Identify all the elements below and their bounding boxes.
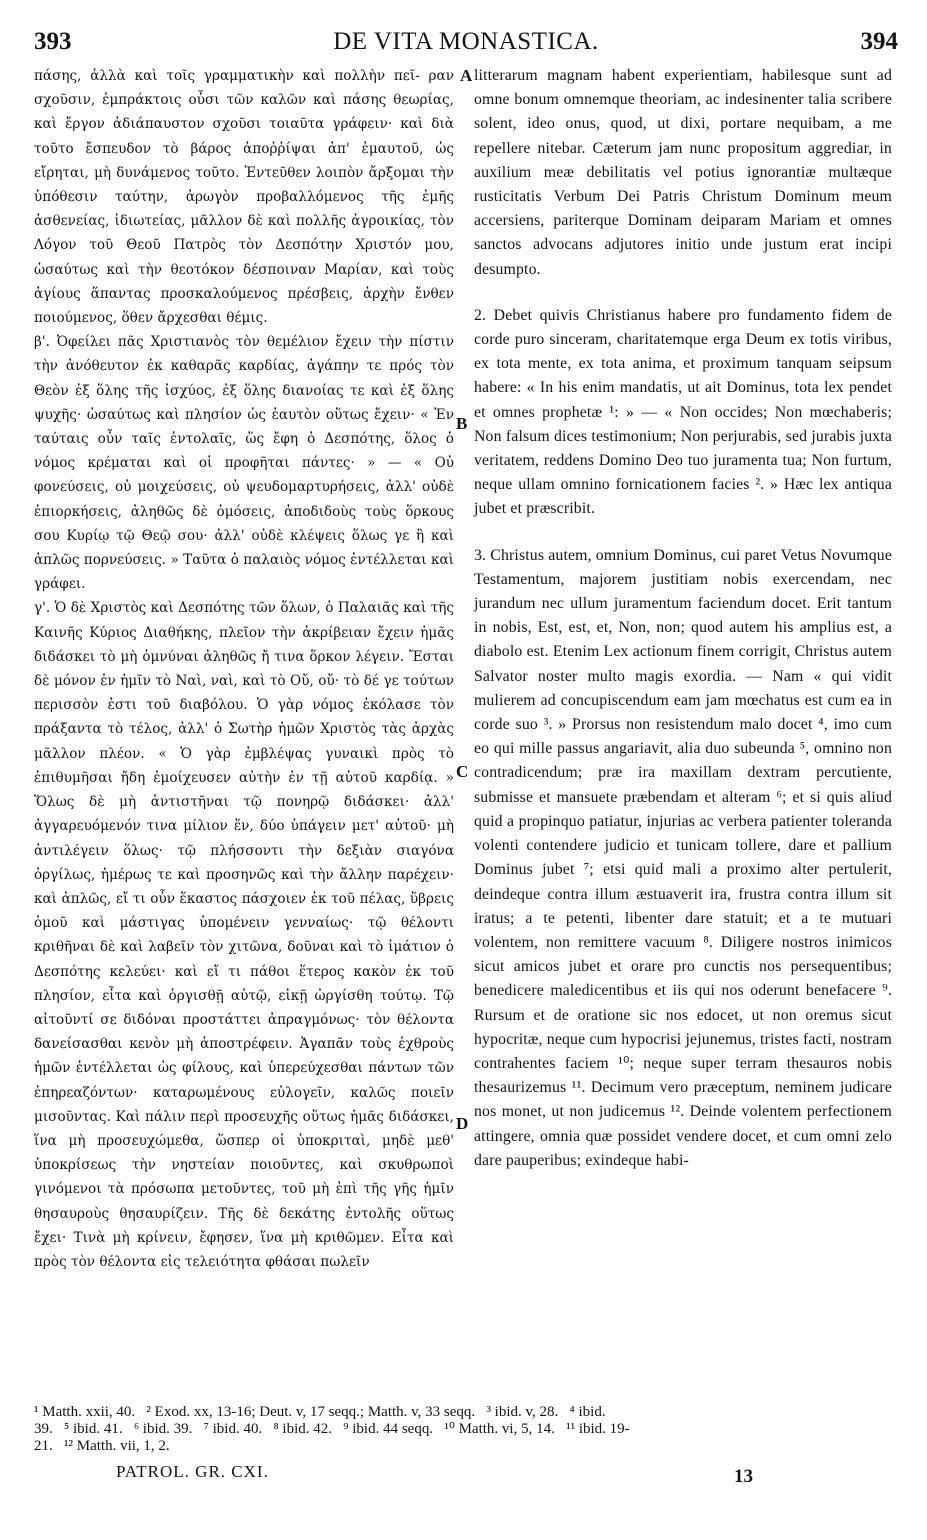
right-page-number: 394 [860, 28, 898, 55]
greek-column [34, 64, 454, 1274]
footnote-line-1: ¹ Matth. xxii, 40. ² Exod. xx, 13-16; Deut. v, 17 seqq.; Matth. v, 33 seqq. ³ ibid. v, 28. ⁴ ibid. [34, 1404, 606, 1420]
sheet-number: 13 [734, 1466, 753, 1487]
latin-paragraph-1: litterarum magnam habent experientiam, habilesque sunt ad omne bonum omnemque theoriam, ac indesinenter talia scribere solent, ideo onus, quod, ut dixi, portare nequibam, a me repellere nitebar. Cæterum jam nunc propositum aggrediar, in auxilium meæ debilitatis vel potius ignorantiæ multæque rusticitatis Verbum Dei Patris Christum Dominum meum accersiens, pariterque Dominam deiparam Mariam et omnes sanctos advocans adjutores initio unde justum erat incipi desumpto. [474, 67, 892, 278]
latin-paragraph-3: 3. Christus autem, omnium Dominus, cui paret Vetus Novumque Testamentum, majorem justitiam nobis exercendam, nec jurandum nec ullum juramentum faciendum docet. Erit tantum in nobis, Est, est, et, Non, non; quod autem his amplius est, a diabolo est. Etenim Lex actionum finem corrigit, Christus autem Salvator noster multo magis exordia. — Nam « qui vidit mulierem ad concupiscendum eam jam mœchatus est cum ea in corde suo ³. » Prorsus non resistendum malo docet ⁴, imo cum eo qui mille passus angariavit, alia duo subeunda ⁵, omnino non contradicendum; præ ira maxillam dextram percutiente, submisse et mansuete præbendam et alteram ⁶; et si quis aliud quid a propinquo patiatur, injurias ac verbera patienter toleranda volenti contendere judicio et tunicam tollere, dare et pallium Dominus jubet ⁷; etsi quid mali a proximo alter pertulerit, deindeque contra illum æstuaverit ira, frustra contra illum sit iratus; a te petenti, libenter dare statuit; et a te mutuari volentem, non remittere vacuum ⁸. Diligere nostros inimicos sicut amicos jubet et orare pro cunctis nos persequentibus; benedicere maledicentibus et iis qui nos oderunt benefacere ⁹. Rursum et de oratione sic nos edocet, ut non oremus sicut hypocritæ, neque cum hypocrisi jejunemus, tristes facti, nostram contrahentes faciem ¹⁰; neque super terram thesauros nobis thesaurizemus ¹¹. Decimum vero præceptum, neminem judicare nos monet, ut non judicemus ¹². Deinde volentem perfectionem attingere, omnia quæ possidet vendere docet, et cum omni zelo dare pauperibus; exindeque habi- [474, 546, 892, 1169]
footnote-line-2: 39. ⁵ ibid. 41. ⁶ ibid. 39. ⁷ ibid. 40. ⁸ ibid. 42. ⁹ ibid. 44 seqq. ¹⁰ Matth. vi, 5, 14. ¹¹ ibid. 19- [34, 1421, 630, 1437]
greek-paragraph-1: πάσης, ἀλλὰ καὶ τοῖς γραμματικὴν καὶ πολλὴν πεῖ- ραν σχοῦσιν, ἐμπράκτοις οὖσι τῶν καλῶν καὶ πάσης θεωρίας, καὶ ἔργον ἀδιάπαυστον σχοῦσι τοιαῦτα γράφειν· καὶ διὰ τοῦτο ἔσπευδον τὸ βάρος ἀποῤῥίψαι ἀπ' ἐμαυτοῦ, ὡς εἴρηται, μὴ δυνάμενος τοῦτο. Ἐντεῦθεν λοιπὸν ἄρξομαι τὴν ὑπόθεσιν ταύτην, ἀρωγὸν προβαλλόμενος τῆς ἐμῆς ἀσθενείας, ἰδιωτείας, μᾶλλον δὲ καὶ πολλῆς ἀγροικίας, τὸν Λόγον τοῦ Θεοῦ Πατρὸς τὸν Δεσπότην Χριστόν μου, ὡσαύτως καὶ τὴν θεοτόκον δέσποιναν Μαρίαν, καὶ τοὺς ἁγίους ἅπαντας προσκαλούμενος πρέσβεις, ἀρχὴν ἔνθεν ποιούμενος, ὅθεν ἄρχεσθαι θέμις. [34, 68, 454, 327]
printer-signature: PATROL. GR. CXI. [116, 1462, 269, 1481]
greek-paragraph-2: β'. Ὀφείλει πᾶς Χριστιανὸς τὸν θεμέλιον ἔχειν τὴν πίστιν τὴν ἀνόθευτον ἐκ καθαρᾶς καρδίας, ἀγάπην τε πρός τὸν Θεὸν ἐξ ὅλης τῆς ἰσχύος, ἐξ ὅλης διανοίας τε καὶ ἐξ ὅλης ψυχῆς· ὡσαύτως καὶ πλησίον ὡς ἑαυτὸν οὕτως ἔχειν· « Ἐν ταύταις οὖν ταῖς ἐντολαῖς, ὥς ἔφη ὁ Δεσπότης, ὅλος ὁ νόμος κρέμαται καὶ οἱ προφῆται πάντες· » — « Οὐ φονεύσεις, οὐ μοιχεύσεις, οὐ ψευδομαρτυρήσεις, ἀλλ' οὐδὲ ἐπιορκήσεις, ἀληθῶς δὲ ὀμόσεις, ἀποδιδοὺς τοὺς ὅρκους σου Κυρίῳ τῷ Θεῷ σου· ἀλλ' οὐδὲ κλέψεις ὅλως γε ἢ καὶ ἁπλῶς πορνεύσεις. » Ταῦτα ὁ παλαιὸς νόμος ἐντέλλεται καὶ γράφει. [34, 334, 454, 593]
latin-paragraph-2: 2. Debet quivis Christianus habere pro fundamento fidem de corde puro sinceram, charitatemque erga Deum ex totis viribus, ex tota mente, ex tota anima, et proximum tanquam seipsum habere: « In his enim mandatis, ut ait Dominus, tota lex pendet et omnes prophetæ ¹: » — « Non occides; Non mœchaberis; Non falsum dices testimonium; Non perjurabis, sed jurabis juxta veritatem, reddens Domino Deo tuo juramenta tua; Non furtum, neque ullam omnino fornicationem facies ². » Hæc lex antiqua jubet et præscribit. [474, 306, 892, 518]
footnotes [34, 1404, 898, 1455]
running-title: DE VITA MONASTICA. [333, 28, 599, 55]
left-page-number: 393 [34, 28, 72, 55]
greek-paragraph-3: γ'. Ὁ δὲ Χριστὸς καὶ Δεσπότης τῶν ὅλων, ὁ Παλαιᾶς καὶ τῆς Καινῆς Κύριος Διαθήκης, πλεῖον τὴν ἀκρίβειαν ἔχειν ἡμᾶς διδάσκει τὸ μὴ ὀμνύναι ἀληθῶς ἤ τινα ὅρκον λέγειν. Ἔσται δὲ μόνον ἐν ἡμῖν τὸ Ναὶ, ναὶ, καὶ τὸ Οὔ, οὔ· τὸ δέ γε τούτων περισσὸν ἐστι τοῦ διαβόλου. Ὁ γὰρ νόμος ἐκόλασε τὸν πράξαντα τὸ τέλος, ἀλλ' ὁ Σωτὴρ ἡμῶν Χριστὸς τὰς ἀρχὰς μᾶλλον πλέον. « Ὁ γὰρ ἐμβλέψας γυναικὶ πρὸς τὸ ἐπιθυμῆσαι ἤδη ἐμοίχευσεν αὐτὴν ἐν τῇ αὐτοῦ καρδίᾳ. » Ὅλως δὲ μὴ ἀντιστῆναι τῷ πονηρῷ διδάσκει· ἀλλ' ἀγγαρευόμενόν τινα μίλιον ἕν, δύο ὑπάγειν μετ' αὐτοῦ· μὴ ἀντιλέγειν ὅλως· τῷ πλήσσοντι τὴν δεξιὰν σιαγόνα ὀργίλως, ἡμέρως τε καὶ προσηνῶς καὶ τὴν ἄλλην παρέχειν· καὶ ἁπλῶς, εἴ τι οὖν ἕκαστος πάσχοιεν ἐκ τοῦ πέλας, ὕβρεις ὁμοῦ καὶ μάστιγας ὑπομένειν γενναίως· τῷ θέλοντι κριθῆναι δὲ καὶ λαβεῖν τὸν χιτῶνα, δοῦναι καὶ τὸ ἱμάτιον ὁ Δεσπότης κελεύει· καὶ εἴ τι πάθοι ἕτερος κακὸν ἐκ τοῦ πλησίον, εἶτα καὶ ὀργισθῇ αὐτῷ, εἰκῇ ὠργίσθη τούτῳ. Τῷ αἰτοῦντί σε διδόναι προστάττει ἀπραγμόνως· τὸν θέλοντα δανείσασθαι κενὸν μὴ ἀποστρέφειν. Ἀγαπᾶν τοὺς ἐχθροὺς ἡμῶν ἐντέλλεται ὡς φίλους, καὶ ὑπερεύχεσθαι πάντων τῶν ἐπηρεαζόντων· καταρωμένους εὐλογεῖν, καλῶς ποιεῖν μισοῦντας. Καὶ πάλιν περὶ προσευχῆς οὕτως ἡμᾶς διδάσκει, ἵνα μὴ προσευχώμεθα, ὥσπερ οἱ ὑποκριταὶ, μηδὲ μεθ' ὑποκρίσεως τὴν νηστείαν ποιοῦντες, καὶ σκυθρωποὶ γινόμενοι τὰ πρόσωπα μετοῦντες, τοῦ μὴ ἐπὶ τῆς γῆς ἡμῖν θησαυροὺς θησαυρίζειν. Τῆς δὲ δεκάτης ἐντολῆς οὕτως ἔχει· Τινὰ μὴ κρίνειν, ἔφησεν, ἵνα μὴ κριθῶμεν. Εἶτα καὶ πρὸς τὸν θέλοντα εἰς τελειότητα φθάσαι πωλεῖν [34, 600, 454, 1270]
margin-marker-d: D [456, 1114, 469, 1133]
footnote-line-3: 21. ¹² Matth. vii, 1, 2. [34, 1438, 170, 1454]
page-header [34, 28, 898, 62]
margin-marker-c: C [456, 762, 469, 781]
latin-column [474, 64, 892, 1173]
margin-marker-b: B [456, 414, 468, 433]
margin-marker-a: A [460, 66, 473, 85]
